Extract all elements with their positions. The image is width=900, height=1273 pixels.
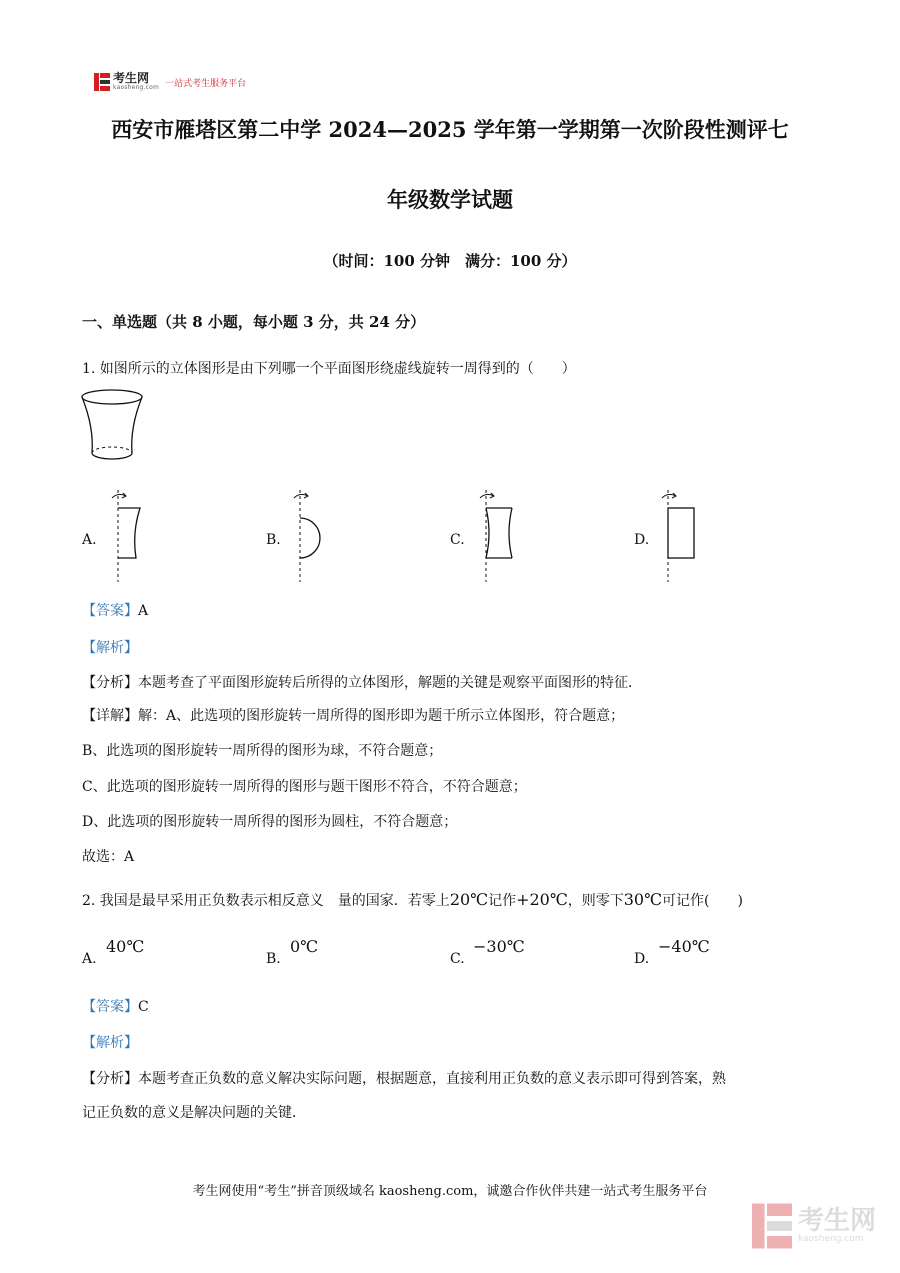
q1-option-a-label: A. — [82, 532, 97, 548]
page-footer: 考生网使用“考生”拼音顶级域名 kaosheng.com，诚邀合作伙伴共建一站式考生服务平台 — [192, 1184, 708, 1199]
q2-option-a-label: A. — [82, 951, 97, 967]
page-title-line1: 西安市雁塔区第二中学 2024—2025 学年第一学期第一次阶段性测评七 — [111, 117, 789, 142]
logo-slogan: 一站式考生服务平台 — [165, 78, 247, 89]
q1-stem: 1. 如图所示的立体图形是由下列哪一个平面图形绕虚线旋转一周得到的（ ） — [82, 361, 576, 377]
q1-analysis-line: D、此选项的图形旋转一周所得的图形为圆柱，不符合题意； — [82, 814, 458, 830]
q1-analysis-line: 故选：A — [82, 849, 135, 865]
logo-domain: kaosheng.com — [113, 84, 160, 91]
q2-option-c-value: −30℃ — [473, 937, 525, 956]
section-heading: 一、单选题（共 8 小题，每小题 3 分，共 24 分） — [82, 313, 426, 331]
q2-stem-part: 记作 — [488, 893, 517, 909]
page-title-line2: 年级数学试题 — [387, 187, 513, 212]
q2-option-c-label: C. — [450, 951, 465, 967]
q1-option-b-label: B. — [266, 532, 281, 548]
line-text: 本题考查正负数的意义解决实际问题，根据题意，直接利用正负数的意义表示即可得到答案，熟 — [138, 1071, 726, 1087]
q2-analysis-line — [82, 1068, 726, 1088]
logo-name: 考生网 — [113, 71, 150, 85]
line-text: 本题考查了平面图形旋转后所得的立体图形，解题的关键是观察平面图形的特征． — [138, 675, 642, 691]
watermark-domain: kaosheng.com — [797, 1234, 864, 1244]
q1-option-d-figure — [652, 490, 702, 582]
header-logo — [94, 71, 246, 93]
q2-stem-part: 2. 我国是最早采用正负数表示相反意义 量的国家．若零上 — [82, 893, 450, 909]
logo-icon — [94, 73, 110, 91]
q2-option-b-value: 0℃ — [290, 937, 319, 956]
q2-analysis-tag: 【解析】 — [82, 1035, 138, 1051]
q2-stem — [82, 890, 743, 910]
q2-temp: 30℃ — [623, 890, 663, 909]
q2-stem-part: ，则零下 — [567, 893, 624, 909]
q2-answer — [82, 996, 149, 1016]
q2-option-d-value: −40℃ — [658, 937, 710, 956]
q1-option-b-figure — [284, 490, 334, 582]
line-text: 解：A、此选项的图形旋转一周所得的图形即为题干所示立体图形，符合题意； — [138, 708, 625, 724]
q2-analysis-line: 记正负数的意义是解决问题的关键． — [82, 1105, 306, 1121]
q1-answer — [82, 600, 148, 620]
watermark-logo — [752, 1203, 876, 1249]
line-tag: 【分析】 — [82, 675, 138, 691]
answer-tag: 【答案】 — [82, 999, 138, 1015]
q1-analysis-tag: 【解析】 — [82, 640, 138, 656]
q1-option-c-figure — [468, 490, 528, 582]
q1-option-d-label: D. — [634, 532, 650, 548]
q1-analysis-line — [82, 672, 642, 692]
q1-analysis-line: B、此选项的图形旋转一周所得的图形为球，不符合题意； — [82, 743, 443, 759]
q2-option-d-label: D. — [634, 951, 650, 967]
line-tag: 【分析】 — [82, 1071, 138, 1087]
q1-analysis-line — [82, 705, 624, 725]
exam-info: （时间：100 分钟 满分：100 分） — [323, 252, 577, 270]
q2-temp: 20℃ — [449, 890, 489, 909]
watermark-logo-icon — [752, 1203, 792, 1249]
q2-option-a-value: 40℃ — [106, 937, 145, 956]
q2-stem-part: 可记作( ) — [662, 893, 743, 909]
q1-analysis-line: C、此选项的图形旋转一周所得的图形与题干图形不符合，不符合题意； — [82, 779, 527, 795]
watermark-text: 考生网 — [797, 1206, 876, 1236]
answer-value: C — [138, 999, 149, 1015]
q1-option-a-figure — [102, 490, 152, 582]
answer-tag: 【答案】 — [82, 603, 138, 619]
q1-solid-figure — [78, 385, 148, 469]
answer-value: A — [138, 603, 149, 619]
q1-option-c-label: C. — [450, 532, 465, 548]
q2-temp: +20℃ — [516, 890, 568, 909]
q2-option-b-label: B. — [266, 951, 281, 967]
line-tag: 【详解】 — [82, 708, 138, 724]
